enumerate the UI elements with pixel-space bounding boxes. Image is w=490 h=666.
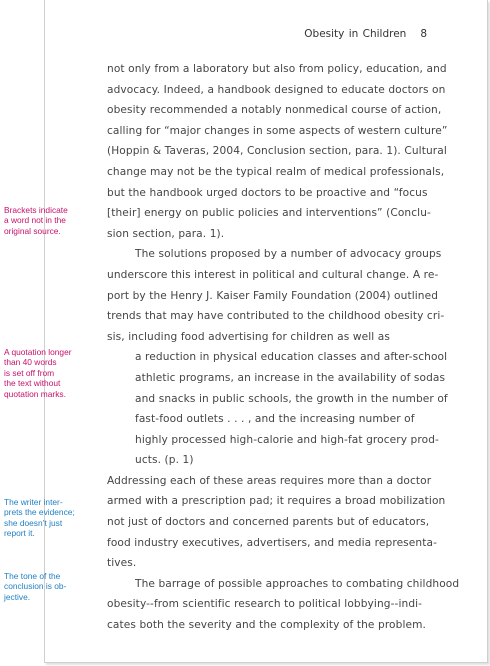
note-line: than 40 words: [4, 357, 57, 368]
document-page: [44, 0, 488, 663]
note-line: A quotation longer: [4, 347, 72, 357]
text-line: The solutions proposed by a number of advocacy groups: [135, 248, 442, 261]
margin-note-interprets-evidence: [4, 497, 76, 539]
paragraph: [107, 471, 446, 574]
text-line: but the handbook urged doctors to be proactive and “focus: [107, 186, 428, 199]
running-head-title: Obesity in Children: [304, 28, 407, 40]
text-line: (Hoppin & Taveras, 2004, Conclusion section, para. 1). Cultural: [107, 145, 447, 158]
paragraph: [107, 574, 460, 636]
note-line: The tone of the: [4, 571, 61, 581]
text-line: underscore this interest in political and cultural change. A re-: [107, 268, 439, 281]
page-number: 8: [420, 28, 427, 40]
running-head: [304, 28, 427, 40]
note-line: is set off from: [4, 367, 55, 378]
text-line: armed with a prescription pad; it requires a broad mobilization: [107, 495, 446, 508]
text-line: port by the Henry J. Kaiser Family Foundation (2004) outlined: [107, 289, 439, 302]
text-line: Addressing each of these areas requires more than a doctor: [107, 474, 432, 487]
note-line: prets the evidence;: [4, 507, 75, 518]
text-line: change may not be the typical realm of medical professionals,: [107, 165, 445, 178]
note-line: a word not in the: [4, 215, 66, 226]
paragraph: [107, 244, 445, 347]
block-quotation: [107, 347, 448, 471]
note-line: she doesn’t just: [4, 517, 63, 528]
margin-note-conclusion-tone: [4, 571, 76, 602]
note-line: conclusion is ob-: [4, 581, 67, 592]
text-line: a reduction in physical education classes and after-school: [135, 351, 448, 364]
note-line: Brackets indicate: [4, 205, 68, 215]
text-line: obesity--from scientific research to political lobbying--indi-: [107, 598, 423, 611]
note-line: quotation marks.: [4, 388, 66, 399]
note-line: report it.: [4, 528, 35, 539]
text-line: calling for “major changes in some aspects of western culture”: [107, 124, 448, 137]
margin-note-block-quotation: [4, 347, 76, 399]
text-line: athletic programs, an increase in the availability of sodas: [135, 371, 446, 384]
text-line: fast-food outlets . . . , and the increasing number of: [135, 413, 415, 426]
text-line: [their] energy on public policies and interventions” (Conclu-: [107, 207, 431, 220]
margin-note-brackets: [4, 205, 76, 236]
note-line: original source.: [4, 225, 61, 236]
text-line: not just of doctors and concerned parents but of educators,: [107, 516, 430, 529]
text-line: food industry executives, advertisers, and media representa-: [107, 536, 438, 549]
text-line: advocacy. Indeed, a handbook designed to educate doctors on: [107, 83, 446, 96]
text-line: The barrage of possible approaches to combating childhood: [135, 577, 460, 590]
text-line: highly processed high-calorie and high-fat grocery prod-: [135, 433, 439, 446]
text-line: ucts. (p. 1): [135, 454, 194, 467]
text-line: and snacks in public schools, the growth in the number of: [135, 392, 448, 405]
text-line: sion section, para. 1).: [107, 227, 225, 240]
note-line: the text without: [4, 378, 61, 389]
text-line: trends that may have contributed to the childhood obesity cri-: [107, 310, 445, 323]
note-line: The writer inter-: [4, 497, 63, 507]
paragraph: [107, 59, 448, 244]
text-line: cates both the severity and the complexity of the problem.: [107, 619, 426, 632]
text-line: sis, including food advertising for children as well as: [107, 330, 390, 343]
text-line: tives.: [107, 557, 137, 570]
text-line: not only from a laboratory but also from policy, education, and: [107, 63, 447, 75]
note-line: jective.: [4, 591, 31, 602]
body-text: [107, 59, 460, 636]
text-line: obesity recommended a notably nonmedical course of action,: [107, 104, 442, 117]
